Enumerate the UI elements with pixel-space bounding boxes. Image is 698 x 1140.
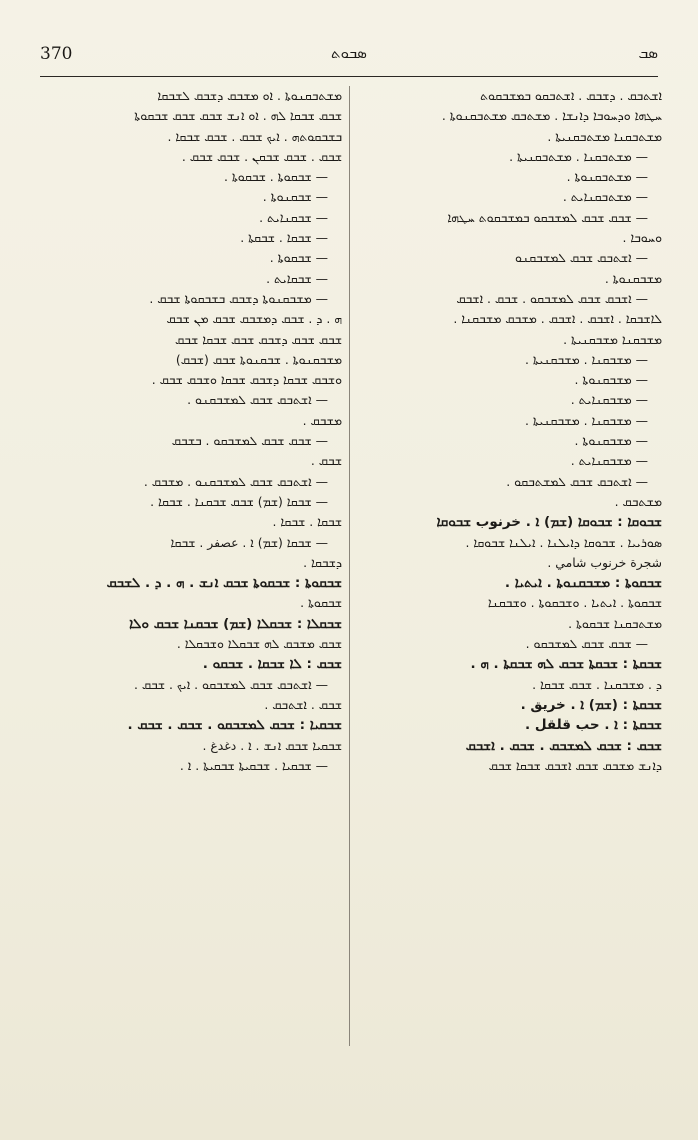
text-line: ܘܫܒܩ ܫܒܩܐ ܕܫܒܩ ܫܒܩܐ ܘܫܒܩ ܫܒܩ . (151, 372, 342, 388)
text-line: — ܡܫܒܩܢܘܬܐ . (574, 372, 648, 388)
text-line: ܫܒܩ : ܫܒܩ ܠܡܫܒܩ . ܫܒܩ . ܐܫܒܩ (465, 737, 662, 754)
text-line: ܣܘܪܝܝܐ . ܫܒܘܩܐ ܕܐܝܠܢܐ . ܐܝܠܢܐ ܫܒܘܩܐ . (465, 534, 662, 550)
text-line: ܡܫܬܒܩ . (614, 493, 662, 509)
text-line: ܫܒܩܘܬܐ : ܫܒܩܘܬܐ ܫܒܩ ܐܢܫ . ܗ . ܕ . ܠܫܒܩ (106, 575, 342, 592)
text-line: ܡܫܬܒܩܢܐ ܡܫܬܒܩܢܝܬܐ . (547, 128, 662, 144)
text-line: ܫܒܩܬܐ : (ܫܡ) ܐ . خريق . (520, 696, 662, 713)
text-line: ܫܒܘܩܐ : ܫܒܘܩܐ (ܫܡ) ܐ . خرنوب ܫܒܘܩܐ (436, 514, 662, 531)
text-line: — ܡܫܬܒܩܢܐ . ܡܫܬܒܩܢܝܬܐ . (509, 148, 648, 164)
text-line: ܡܫܬܒܩܢܐ ܫܒܩܘܬܐ . (568, 615, 662, 631)
text-line: ܫܒܩ ܫܒܩܐ ܠܗ . ܐܘ ܐܢܫ ܫܒܩ ܫܒܩ ܫܒܩܘܬܐ (134, 108, 342, 124)
text-line: — ܐܫܬܒܩ ܫܒܩ ܠܡܫܬܒܩܘ . (506, 473, 648, 489)
text-line: — ܡܫܒܩܢܘܬܐ ܕܫܒܩ ܒܫܒܩܘܬܐ ܫܒܩ . (149, 290, 328, 306)
text-line: — ܫܒܩܢܘܬܐ . (262, 189, 328, 205)
text-line: ܫܒܩ : ܠܐ ܫܒܩܐ . ܫܒܩܘ . (202, 656, 342, 673)
text-line: ܡܫܒܩܢܐ ܡܫܒܩܢܝܬܐ . (563, 331, 662, 347)
text-line: ܕܐܢܫ ܡܫܒܩ ܫܒܩ ܐܫܒܩ ܫܒܩܐ ܫܒܩ (488, 757, 662, 773)
text-line: — ܫܒܩ ܫܒܩ ܠܡܫܒܩܘ . (525, 636, 648, 652)
text-line: ܫܒܩܬܐ : ܫܒܩܬܐ ܫܒܩ ܠܗ ܫܒܩܬܐ . ܗ . (470, 656, 662, 673)
text-line: — ܫܒܩܐܝܬ . (266, 270, 328, 286)
text-line: ܫܒܩ ܡܫܒܩ ܠܗ ܫܒܩܠܐ ܘܫܒܩܠܐ . (176, 636, 342, 652)
text-line: ܫܒܩܬܐ : ܐ . حب قلقل . (524, 717, 662, 734)
text-line: ܘܚܘܒܐ . (622, 230, 662, 246)
text-line: — ܫܒܩܢܐܝܬ . (259, 209, 328, 225)
text-line: — ܫܒܩܐ . ܫܒܩܬܐ . (240, 230, 328, 246)
text-line: — ܫܒܩܘܬܐ . ܫܒܩܘܬܐ . (224, 169, 328, 185)
text-line: — ܡܫܒܩܢܐ . ܡܫܒܩܢܝܬܐ . (524, 412, 648, 428)
text-line: — ܫܒܩܐ (ܫܡ) ܫܒܩ ܫܒܩܢܐ . ܫܒܩܐ . (150, 493, 328, 509)
text-line: ܫܒܩ . (310, 453, 342, 469)
text-line: ܕ . ܡܫܒܩܢܐ . ܫܒܩ ܫܒܩܐ . (532, 676, 662, 692)
text-line: شجرة خرنوب شامي . (547, 554, 662, 570)
text-line: ܡܫܬܒܩܢܘܬܐ . ܐܘ ܡܫܒܩ ܕܫܒܩ ܠܫܒܩܐ (157, 88, 342, 103)
text-line: ܚܛܗܐ ܘܕܚܘܒܐ ܕܐܢܫܐ . ܡܫܬܒܩ ܡܫܬܒܩܢܘܬܐ . (441, 108, 662, 124)
text-line: ܫܒܩܠܐ : ܫܒܩܠܐ (ܫܡ) ܫܒܩܢܐ ܫܒܩ ܘܠܐ (129, 615, 342, 632)
guide-word: ܣܒ (638, 44, 658, 62)
page-header (40, 42, 658, 70)
page-number: 370 (40, 44, 73, 64)
text-line: ܐܫܬܒܩ . ܕܫܒܩ . ܐܫܬܒܩܘ ܒܡܫܒܩܘܬ (480, 88, 662, 103)
text-line: ܡܫܒܩܢܘܬܐ . (604, 270, 662, 286)
text-line: ܫܒܩ . ܫܒܩ ܫܒܩܢ . ܫܒܩ ܫܒܩ . (181, 148, 342, 164)
text-line: — ܫܒܩܝܐ . ܫܒܩܝܬܐ ܫܒܩܝܬܐ . ܐ . (179, 757, 328, 773)
text-line: ܠܐܫܒܩܐ . ܐܫܒܩ . ܐܫܒܩ . ܡܫܒܩ ܡܫܒܩܢܐ . (453, 311, 662, 327)
running-head: ܣܒܘܬ (331, 44, 367, 62)
text-line: — ܐܫܬܒܩ ܫܒܩ ܠܡܫܒܩܘ . ܐܝܟ . ܫܒܩ . (133, 676, 328, 692)
text-line: — ܡܫܒܩܢܐܝܬ . (570, 453, 648, 469)
text-line: ܫܒܩ . ܐܫܬܒܩ . (264, 696, 342, 712)
text-line: ܫܒܩܘܬܐ . (300, 595, 342, 611)
text-line: ܡܫܒܩ . (302, 412, 342, 428)
text-line: — ܐܫܬܒܩ ܫܒܩ ܠܡܫܒܩܢܘ (515, 250, 648, 266)
text-line: — ܐܫܬܒܩ ܫܒܩ ܠܡܫܒܩܢܘ . ܡܫܒܩ . (143, 473, 328, 489)
header-rule (40, 76, 658, 77)
text-line: — ܡܫܒܩܢܐ . ܡܫܒܩܢܝܬܐ . (524, 351, 648, 367)
text-line: — ܐܫܬܒܩ ܫܒܩ ܠܡܫܒܩܢܘ . (187, 392, 328, 408)
text-line: ܫܒܩܘܬܐ . ܐܝܬܝܐ . ܘܫܒܩܘܬܐ . ܘܫܒܩܢܐ (487, 595, 662, 611)
text-line: — ܫܒܩܐ (ܫܡ) ܐ . عصفر . ܫܒܩܐ (170, 534, 328, 550)
column-divider (349, 86, 350, 1046)
text-line: — ܫܒܩܘܬܐ . (269, 250, 328, 266)
text-line: — ܡܫܬܒܩܢܘܬܐ . (566, 169, 648, 185)
left-column (46, 86, 342, 776)
text-line: — ܫܒܩ ܫܒܩ ܠܡܫܒܩܘ ܒܡܫܒܩܘܬ ܚܛܗܐ (447, 209, 648, 225)
text-line: — ܐܫܒܩ ܫܒܩ ܠܡܫܒܩܘ . ܫܒܩ . ܐܫܒܩ (456, 290, 648, 306)
text-line: — ܡܫܬܒܩܢܐܝܬ . (562, 189, 648, 205)
text-line: ܕܫܒܩܐ . (303, 554, 342, 570)
text-line: ܡܫܒܩܢܘܬܐ . ܫܒܩܢܘܬܐ ܫܒܩ (ܫܒܩ) (175, 351, 342, 367)
text-line: ܫܒܩ ܫܒܩ ܕܫܒܩ ܫܒܩ ܫܒܩܐ ܫܒܩ (175, 331, 342, 347)
text-line: ܫܒܩܘܬܐ : ܡܫܒܩܢܘܬܐ . ܐܝܬܝܐ . (504, 575, 662, 592)
text-line: ܒܫܒܩܘܬܗ . ܐܝܟ ܫܒܩ . ܫܒܩ ܫܒܩܐ . (167, 128, 342, 144)
text-line: ܗ . ܕ . ܫܒܩ ܕܡܫܒܩ ܫܒܩ ܡܢ ܫܒܩ (166, 311, 342, 327)
text-line: — ܡܫܒܩܢܐܝܬ . (570, 392, 648, 408)
right-column (366, 86, 662, 776)
text-line: — ܡܫܒܩܢܘܬܐ . (574, 433, 648, 449)
text-line: ܫܒܩܐ . ܫܒܩܐ . (272, 514, 342, 530)
text-line: ܫܒܩܝܐ ܫܒܩ ܐܢܫ . ܐ . دغدغ . (202, 737, 342, 753)
text-line: ܫܒܩܝܐ : ܫܒܩ ܠܡܫܒܩܘ . ܫܒܩ . ܫܒܩ . (127, 717, 342, 734)
text-line: — ܫܒܩ ܫܒܩ ܠܡܫܒܩܘ . ܒܫܒܩ (171, 433, 328, 449)
